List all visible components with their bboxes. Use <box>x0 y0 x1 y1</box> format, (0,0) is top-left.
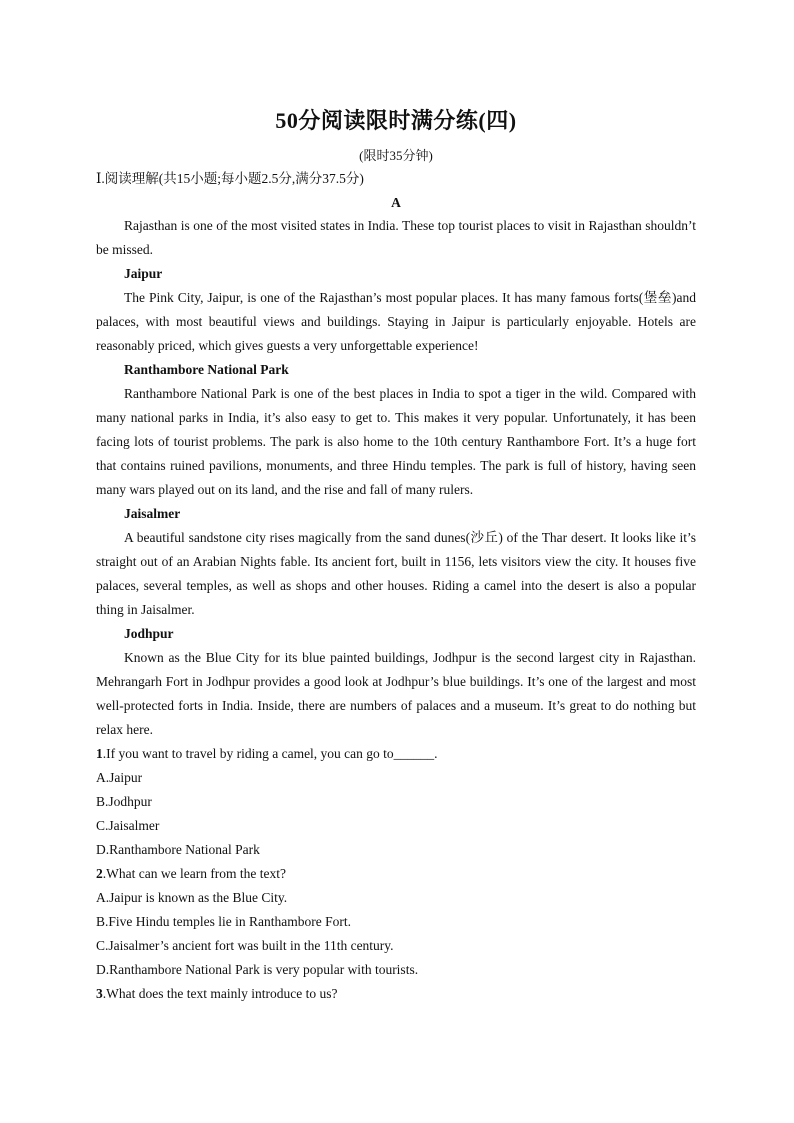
option-1b[interactable]: B.Jodhpur <box>96 794 152 809</box>
question-number: 3 <box>96 986 103 1001</box>
question-stem: .What does the text mainly introduce to us? <box>102 986 338 1001</box>
question-3 <box>96 982 696 1006</box>
option-2d[interactable]: D.Ranthambore National Park is very popular with tourists. <box>96 962 419 977</box>
option-2c[interactable]: C.Jaisalmer’s ancient fort was built in the 11th century. <box>96 938 394 953</box>
place-text-ranthambore: Ranthambore National Park is one of the best places in India to spot a tiger in the wild. Compared with many national parks in India, it’s also easy to get to. This makes it very popular. Unfortunately, it has been facing lots of tourist problems. The park is also home to the 10th century Ranthambore Fort. It’s a huge fort that contains ruined pavilions, monuments, and three Hindu temples. The park is full of history, having seen many wars played out on its land, and the rise and fall of many rulers. <box>96 386 696 497</box>
exam-page <box>96 104 696 1006</box>
part-label: A <box>391 195 401 210</box>
place-heading-jaipur: Jaipur <box>124 266 163 281</box>
question-1 <box>96 742 696 766</box>
time-limit: (限时35分钟) <box>359 148 433 163</box>
section-header: Ⅰ.阅读理解(共15小题;每小题2.5分,满分37.5分) <box>96 171 364 186</box>
intro-paragraph: Rajasthan is one of the most visited states in India. These top tourist places to visit in Rajasthan shouldn’t be missed. <box>96 218 696 257</box>
option-2a[interactable]: A.Jaipur is known as the Blue City. <box>96 890 288 905</box>
option-2b[interactable]: B.Five Hindu temples lie in Ranthambore Fort. <box>96 914 351 929</box>
page-title: 50分阅读限时满分练(四) <box>275 108 517 133</box>
option-1a[interactable]: A.Jaipur <box>96 770 143 785</box>
place-text-jaipur: The Pink City, Jaipur, is one of the Rajasthan’s most popular places. It has many famous forts(堡垒)and palaces, with most beautiful views and buildings. Staying in Jaipur is particularly enjoyable. Hotels are reasonably priced, which gives guests a very unforgettable experience! <box>96 290 696 353</box>
place-heading-jodhpur: Jodhpur <box>124 626 174 641</box>
question-stem: .What can we learn from the text? <box>102 866 287 881</box>
place-text-jodhpur: Known as the Blue City for its blue painted buildings, Jodhpur is the second largest city in Rajasthan. Mehrangarh Fort in Jodhpur provides a good look at Jodhpur’s blue buildings. It’s one of the largest and most well-protected forts in India. Inside, there are numbers of palaces and a museum. It’s great to do nothing but relax here. <box>96 650 696 737</box>
place-heading-ranthambore: Ranthambore National Park <box>124 362 289 377</box>
option-1d[interactable]: D.Ranthambore National Park <box>96 842 260 857</box>
option-1c[interactable]: C.Jaisalmer <box>96 818 160 833</box>
question-number: 2 <box>96 866 103 881</box>
place-text-jaisalmer: A beautiful sandstone city rises magically from the sand dunes(沙丘) of the Thar desert. It looks like it’s straight out of an Arabian Nights fable. Its ancient fort, built in 1156, lets visitors view the city. It houses five palaces, several temples, as well as shops and other houses. Riding a camel into the desert is also a popular thing in Jaisalmer. <box>96 530 696 617</box>
question-stem: .If you want to travel by riding a camel, you can go to______. <box>102 746 438 761</box>
question-2 <box>96 862 696 886</box>
place-heading-jaisalmer: Jaisalmer <box>124 506 181 521</box>
question-number: 1 <box>96 746 103 761</box>
